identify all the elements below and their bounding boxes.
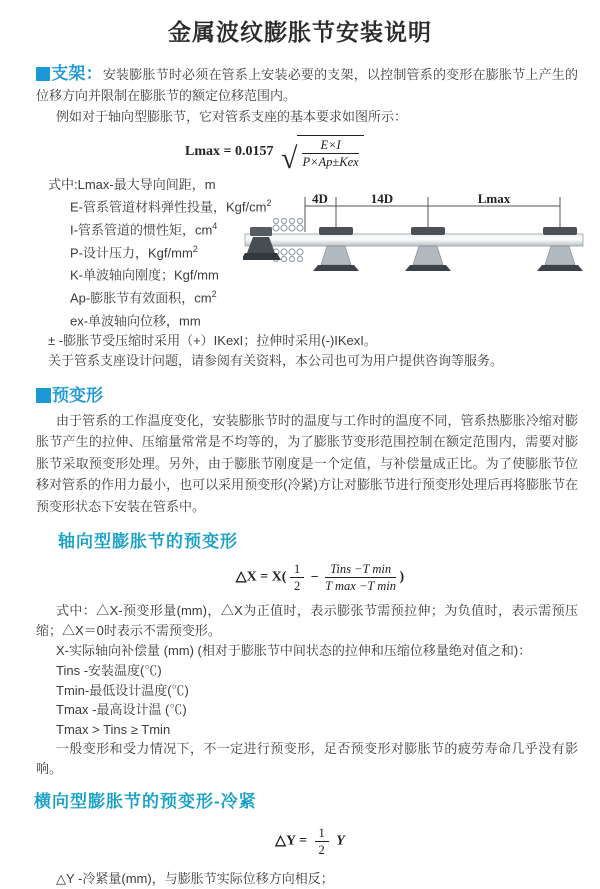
support-heading-label: 支架： [51,64,103,83]
axial-x-definition: X-实际轴向补偿量 (mm) (相对于膨胀节中间状态的拉伸和压缩位移量绝对值之和)： [56,643,532,659]
lmax-denominator: P×Ap±Kex [302,155,359,169]
plusminus-rule-line: ± -膨胀节受压缩时采用（+）IKexI；拉伸时采用(-)IKexI。 [48,332,377,348]
blue-square-icon [36,67,50,81]
support-example-line: 例如对于轴向型膨胀节，它对管系支座的基本要求如图所示： [56,109,408,124]
pipe [245,234,583,246]
pipe-support [405,227,451,271]
temp-row: Tmax -最高设计温 (℃) [56,702,187,718]
lateral-formula-rhs: Y [336,834,345,850]
lmax-numerator: E×I [302,138,358,154]
axial-where-paragraph: 式中：△X-预变形量(mm)，△X为正值时，表示膨张节需预拉伸；为负值时，表示需预压缩；△X＝0时表示不需预变形。 [36,603,578,639]
lmax-formula-lhs: Lmax = 0.0157 [185,144,274,160]
dim-label-lmax: Lmax [477,191,511,206]
variable-row: E-管系管道材料弹性投量，Kgf/$cm^2$ [70,198,272,215]
temp-row: Tmin-最低设计温度(℃) [56,682,189,698]
variable-row: Ap-膨胀节有效面积，$cm^2$ [70,289,217,306]
pipe-diagram-svg [243,190,600,292]
variable-row: P-设计压力，Kgf/$mm^2$ [70,243,198,260]
predeform-section-heading [36,381,578,406]
pipe-support-diagram [243,190,600,292]
support-intro-text: 安装膨胀节时必须在管系上安装必要的支架，以控制管系的变形在膨胀节上产生的位移方向并限制在膨胀节的额定位移范围内。 [36,67,578,103]
dimension-lines [305,197,560,232]
support-section-heading [36,64,103,83]
lateral-note: △Y -冷紧量(mm)，与膨胀节实际位移方向相反； [56,871,334,887]
temperature-list [56,661,600,739]
axial-formula [40,562,600,593]
temp-row: Tins -安装温度(℃) [56,663,162,679]
lateral-subheading: 横向型膨胀节的预变形-冷紧 [34,792,257,812]
support-intro-paragraph [36,63,578,106]
radical-sign: √ [280,142,298,175]
axial-subheading: 轴向型膨胀节的预变形 [58,532,238,552]
lmax-where-line: 式中:Lmax-最大导向间距，m [48,177,216,192]
variable-row: I-管系管道的惯性矩，$cm^4$ [70,220,218,238]
sqrt-radical [280,135,364,175]
axial-note: 一般变形和受力情况下，不一定进行预变形，足否预变形对膨胀节的疲劳寿命几乎没有影响。 [36,741,578,777]
pipe-support [537,227,583,271]
axial-formula-rhs: ) [399,570,405,586]
minus-operator: − [310,570,319,586]
page-title: 金属波纹膨胀节安装说明 [168,19,432,45]
predeform-paragraph: 由于管系的工作温度变化，安装膨胀节时的温度与工作时的温度不同，管系热膨胀冷缩对膨胀节产生的拉伸、压缩量常常是不均等的，为了膨胀节变形范围控制在额定范围内，需要对膨胀节采取预变形处理。另外，由于膨胀节刚度是一个定值，与补偿量成正比。为了使膨胀节位移对管系的作用力最小，也可以采用预变形(冷紧)方让对膨胀节进行预变形处理后再将膨胀节在预变形状态下安装在管系中。 [36,412,578,514]
blue-square-icon [36,388,51,403]
half-fraction: $\frac{1}{2}$ [315,826,329,857]
predeform-heading-label: 预变形 [52,385,103,405]
dim-label-14d: 14D [370,191,394,206]
lmax-fraction [302,138,358,169]
variable-row: ex-单波轴向位移，mm [70,313,201,329]
dim-label-4d: 4D [312,191,328,206]
lateral-formula [20,826,600,857]
temp-row: Tmax > Tins ≥ Tmin [56,721,171,737]
lmax-formula [185,135,600,175]
axial-formula-lhs: △X = X( [235,570,287,586]
lateral-formula-lhs: △Y = [275,834,308,850]
temperature-fraction: $\frac{\text{Tins −T min}}{\text{T max −T min}}$ [325,562,397,594]
variable-row: K-单波轴向刚度；Kgf/mm [70,267,219,283]
half-fraction: $\frac{1}{2}$ [290,562,304,593]
pipe-support [313,227,359,271]
support-note-line: 关于管系支座设计问题，请参阅有关资料，本公司也可为用户提供咨询等服务。 [48,352,504,368]
